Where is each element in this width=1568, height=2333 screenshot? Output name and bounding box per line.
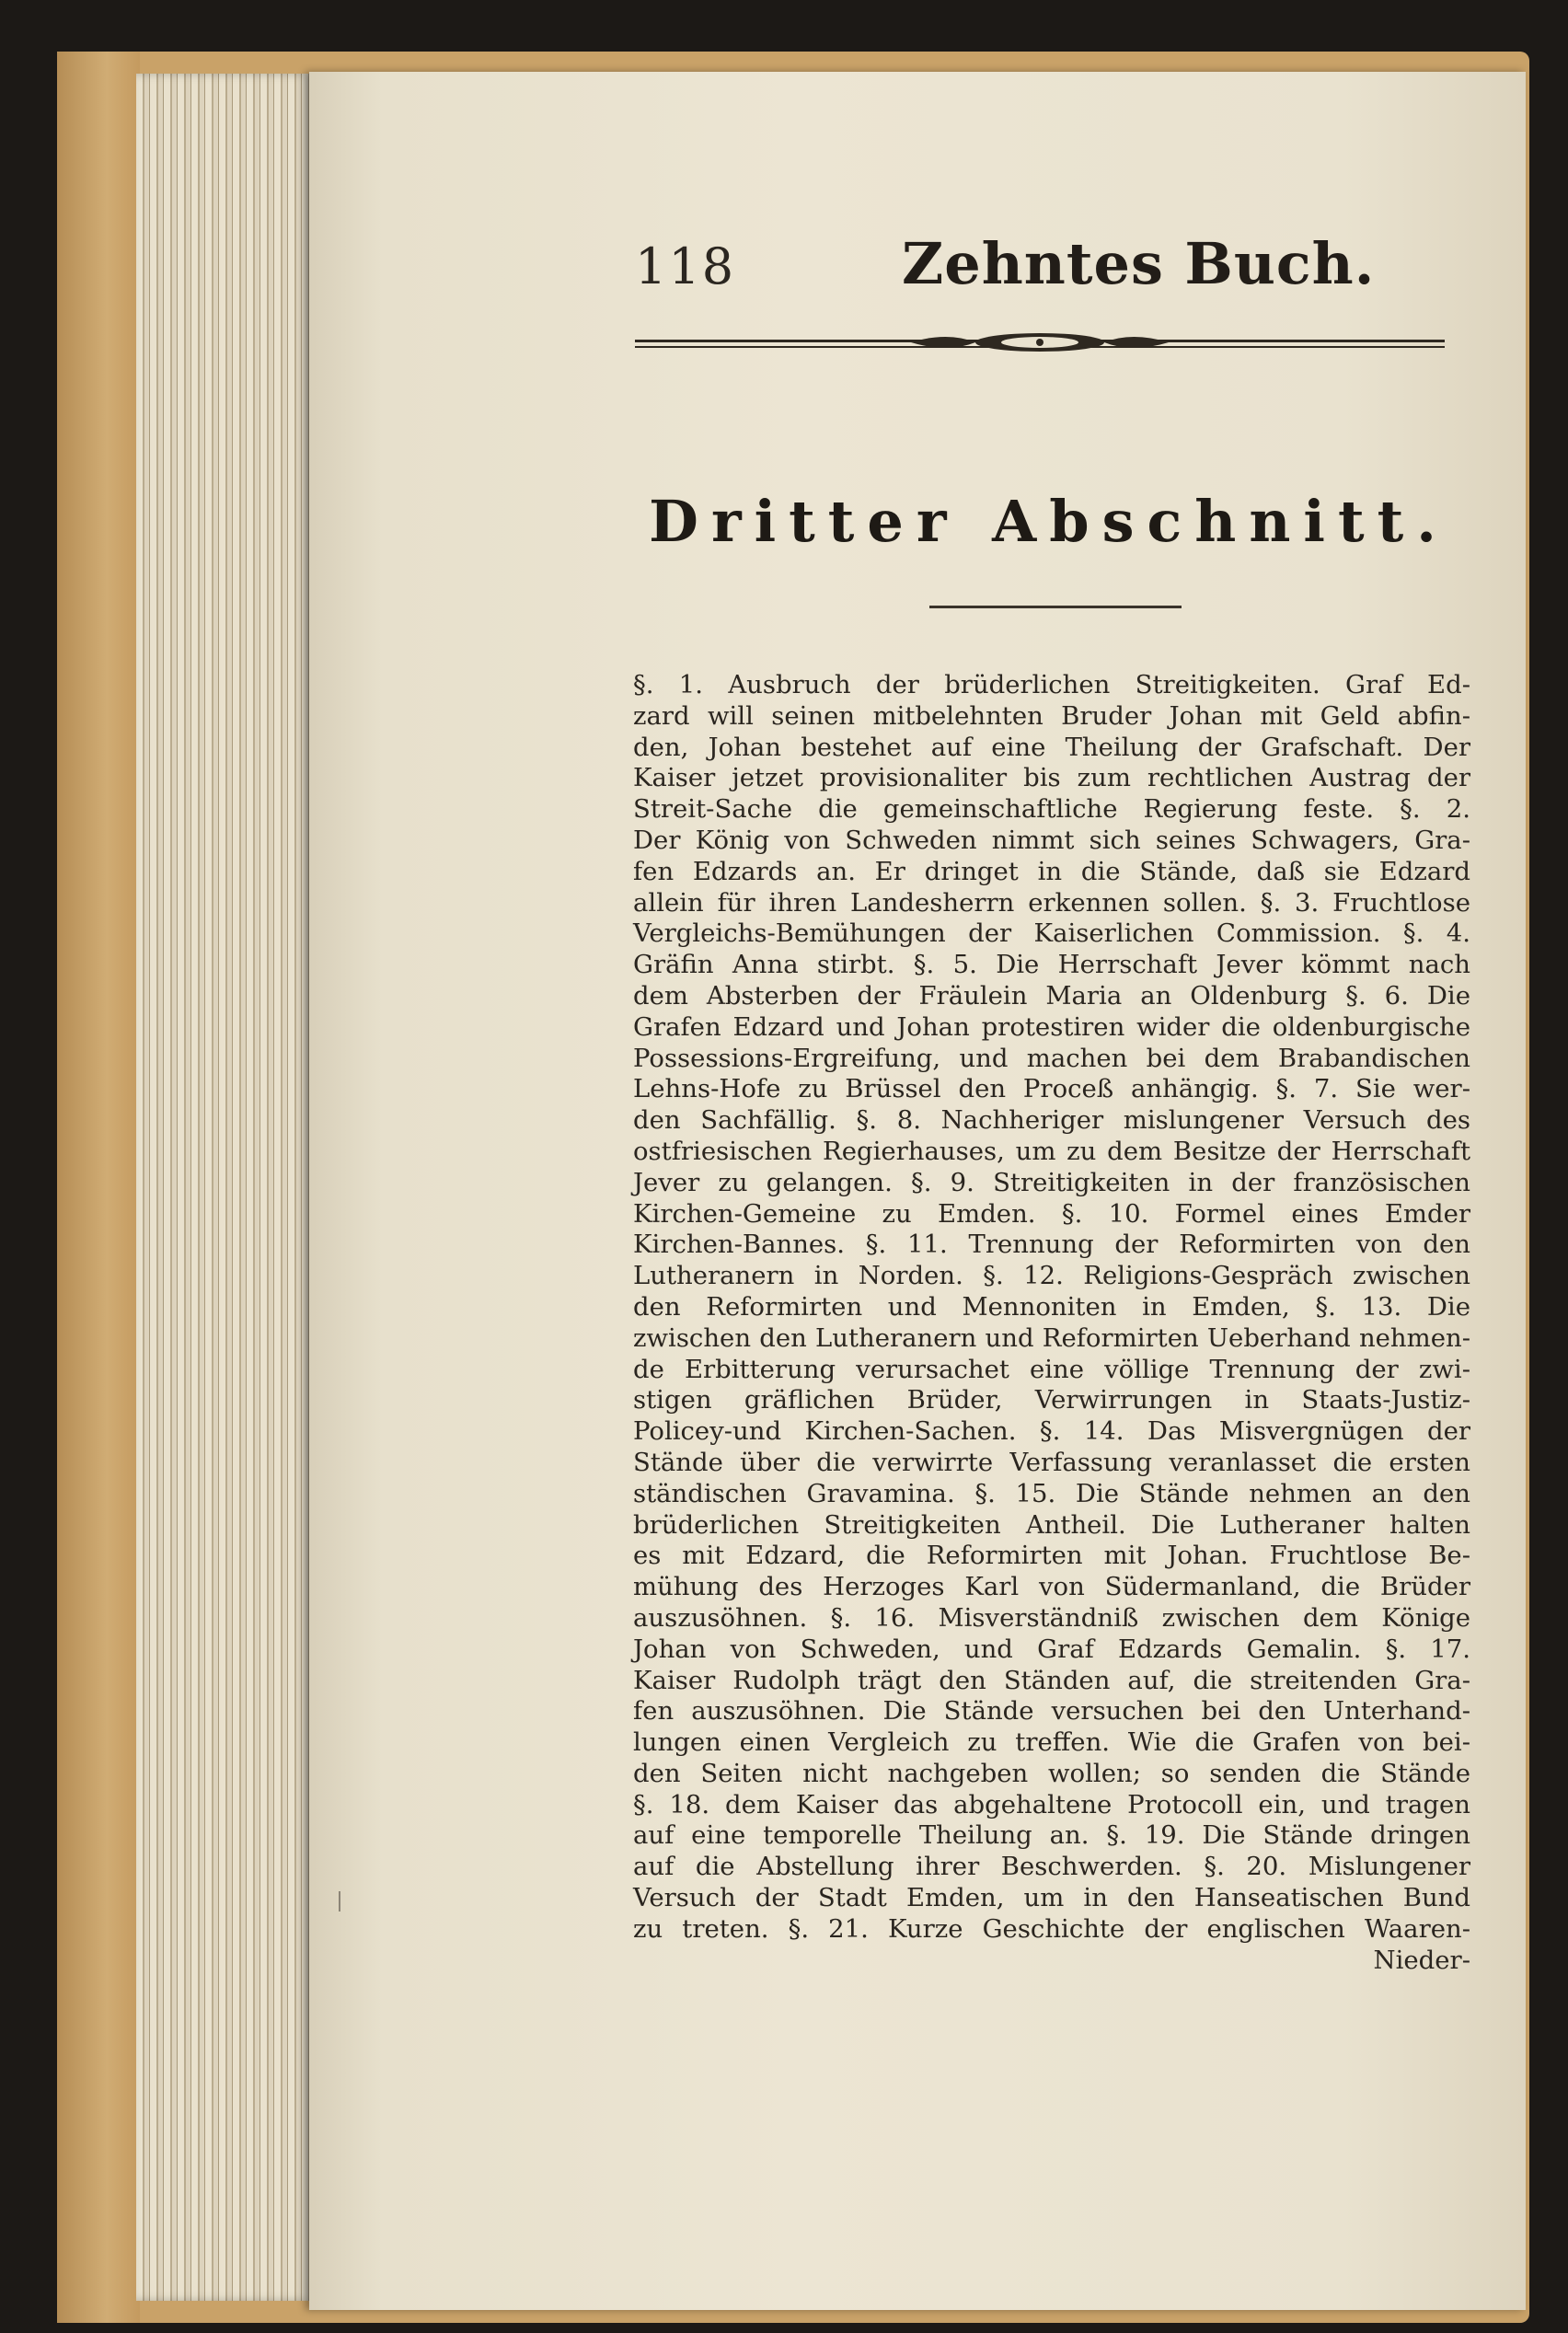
summary-line: ständischen Gravamina. §. 15. Die Stände nehmen an den	[633, 1478, 1470, 1508]
summary-line: Der König von Schweden nimmt sich seines Schwagers, Gra-	[633, 825, 1470, 855]
summary-line: Kirchen-Gemeine zu Emden. §. 10. Formel eines Emder	[633, 1198, 1470, 1229]
summary-line: Versuch der Stadt Emden, um in den Hanseatischen Bund	[633, 1883, 1470, 1913]
page-stack-edges	[136, 74, 311, 2301]
summary-line: fen auszusöhnen. Die Stände versuchen bei den Unterhand-	[633, 1696, 1470, 1727]
summary-line: Streit-Sache die gemeinschaftliche Regierung feste. §. 2.	[633, 794, 1470, 825]
summary-line: Kaiser Rudolph trägt den Ständen auf, die streitenden Gra-	[633, 1665, 1470, 1695]
summary-line: Lutheranern in Norden. §. 12. Religions-Gespräch zwischen	[633, 1261, 1470, 1291]
summary-line: auszusöhnen. §. 16. Misverständniß zwischen dem Könige	[633, 1602, 1470, 1633]
summary-line: zard will seinen mitbelehnten Bruder Johan mit Geld abfin-	[633, 700, 1470, 731]
summary-line: dem Absterben der Fräulein Maria an Oldenburg §. 6. Die	[633, 980, 1470, 1011]
summary-line: es mit Edzard, die Reformirten mit Johan. Fruchtlose Be-	[633, 1541, 1470, 1571]
summary-line: Vergleichs-Bemühungen der Kaiserlichen Commission. §. 4.	[633, 918, 1470, 949]
summary-line: Stände über die verwirrte Verfassung veranlasset die ersten	[633, 1447, 1470, 1477]
summary-line: mühung des Herzoges Karl von Südermanland, die Brüder	[633, 1572, 1470, 1602]
summary-line: Johan von Schweden, und Graf Edzards Gemalin. §. 17.	[633, 1634, 1470, 1664]
summary-line: auf die Abstellung ihrer Beschwerden. §. 20. Mislungener	[633, 1852, 1470, 1882]
page-number: 118	[635, 237, 736, 295]
cover-edge	[57, 52, 140, 2323]
pencil-mark	[339, 1891, 340, 1911]
summary-line: den Reformirten und Mennoniten in Emden, §. 13. Die	[633, 1291, 1470, 1322]
chapter-summary	[633, 670, 1470, 1976]
summary-line: auf eine temporelle Theilung an. §. 19. Die Stände dringen	[633, 1820, 1470, 1851]
summary-line: Gräfin Anna stirbt. §. 5. Die Herrschaft Jever kömmt nach	[633, 950, 1470, 980]
summary-line: den Seiten nicht nachgeben wollen; so senden die Stände	[633, 1758, 1470, 1788]
section-title: Dritter Abschnitt.	[649, 488, 1449, 555]
summary-line: ostfriesischen Regierhauses, um zu dem Besitze der Herrschaft	[633, 1136, 1470, 1166]
summary-line: brüderlichen Streitigkeiten Antheil. Die Lutheraner halten	[633, 1509, 1470, 1540]
title-rule	[929, 606, 1182, 608]
summary-line: Jever zu gelangen. §. 9. Streitigkeiten in der französischen	[633, 1167, 1470, 1197]
summary-line: Kirchen-Bannes. §. 11. Trennung der Reformirten von den	[633, 1230, 1470, 1260]
page-header	[635, 230, 1463, 322]
summary-line: zu treten. §. 21. Kurze Geschichte der englischen Waaren-	[633, 1913, 1470, 1944]
summary-line: §. 18. dem Kaiser das abgehaltene Protocoll ein, und tragen	[633, 1789, 1470, 1819]
summary-line: §. 1. Ausbruch der brüderlichen Streitigkeiten. Graf Ed-	[633, 670, 1470, 699]
summary-line: den, Johan bestehet auf eine Theilung der Grafschaft. Der	[633, 732, 1470, 762]
summary-line: stigen gräflichen Brüder, Verwirrungen in Staats-Justiz-	[633, 1385, 1470, 1415]
summary-line: Grafen Edzard und Johan protestiren wider die oldenburgische	[633, 1011, 1470, 1042]
ornamental-divider	[635, 329, 1445, 357]
summary-line: fen Edzards an. Er dringet in die Stände, daß sie Edzard	[633, 856, 1470, 886]
summary-line: Kaiser jetzet provisionaliter bis zum rechtlichen Austrag der	[633, 763, 1470, 793]
summary-line: allein für ihren Landesherrn erkennen sollen. §. 3. Fruchtlose	[633, 887, 1470, 918]
summary-line: Policey-und Kirchen-Sachen. §. 14. Das Misvergnügen der	[633, 1416, 1470, 1447]
summary-line: Lehns-Hofe zu Brüssel den Proceß anhängig. §. 7. Sie wer-	[633, 1074, 1470, 1104]
summary-line: zwischen den Lutheranern und Reformirten Ueberhand nehmen-	[633, 1322, 1470, 1353]
summary-line: de Erbitterung verursachet eine völlige Trennung der zwi-	[633, 1354, 1470, 1384]
summary-line: den Sachfällig. §. 8. Nachheriger mislungener Versuch des	[633, 1105, 1470, 1136]
running-head: Zehntes Buch.	[902, 230, 1376, 297]
summary-line: Nieder-	[1373, 1945, 1470, 1975]
summary-line: Possessions-Ergreifung, und machen bei dem Brabandischen	[633, 1043, 1470, 1073]
summary-line: lungen einen Vergleich zu treffen. Wie die Grafen von bei-	[633, 1727, 1470, 1758]
